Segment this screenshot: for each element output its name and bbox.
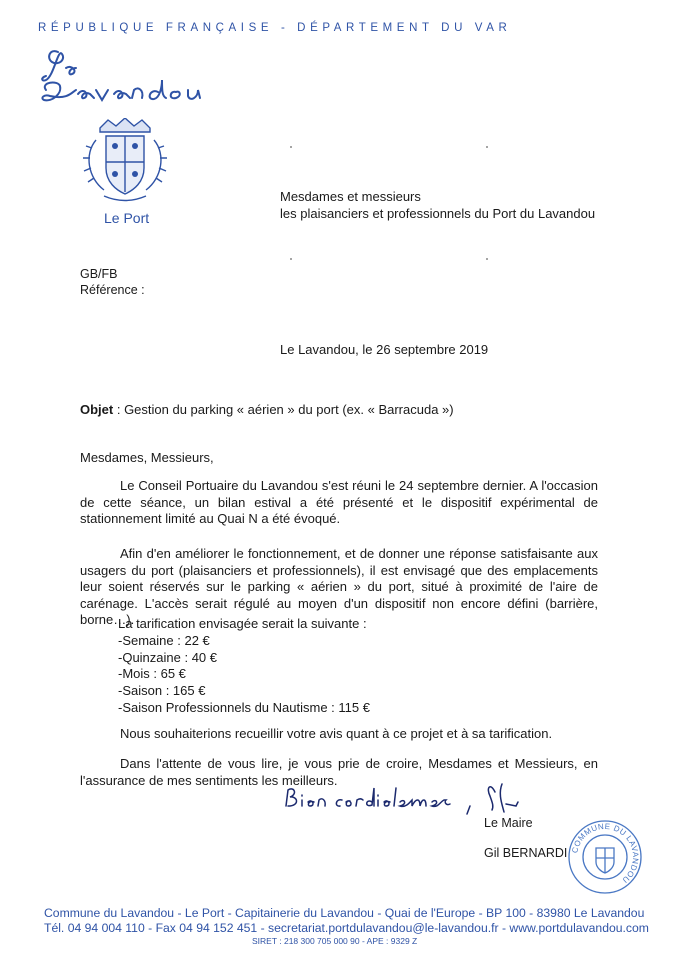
signatory-title: Le Maire bbox=[484, 816, 533, 830]
addressee-line-2: les plaisanciers et professionnels du Port du Lavandou bbox=[280, 206, 596, 221]
reference-block bbox=[80, 266, 145, 298]
subject-label: Objet bbox=[80, 402, 114, 417]
lavandou-logo bbox=[38, 46, 218, 113]
paragraph-3: Nous souhaiterions recueillir votre avis quant à ce projet et à sa tarification. bbox=[120, 726, 553, 741]
tarif-item: -Mois : 65 € bbox=[118, 666, 186, 682]
reference-initials: GB/FB bbox=[80, 267, 118, 281]
subject-line bbox=[80, 402, 454, 417]
footer-siret: SIRET : 218 300 705 000 90 - APE : 9329 Z bbox=[252, 936, 418, 946]
tarif-item: -Semaine : 22 € bbox=[118, 632, 210, 648]
tarif-item: -Saison Professionnels du Nautisme : 115 € bbox=[118, 699, 370, 715]
tarif-item: -Saison : 165 € bbox=[118, 683, 206, 699]
official-stamp bbox=[566, 818, 644, 901]
tarif-item: -Quinzaine : 40 € bbox=[118, 649, 218, 665]
reference-label: Référence : bbox=[80, 283, 145, 297]
scan-dot bbox=[486, 258, 488, 260]
addressee-block bbox=[280, 188, 595, 222]
salutation: Mesdames, Messieurs, bbox=[80, 450, 214, 465]
paragraph-2: Afin d'en améliorer le fonctionnement, et de donner une réponse satisfaisante aux usagers du port (plaisanciers et professionnels), il est envisagé que des emplacements leur soient réservés sur le parking « aérien » du port, situé à proximité de l'aire de carénage. L'accès serait régulé au moyen d'un dispositif non encore défini (barrière, borne…). bbox=[80, 546, 598, 627]
scan-dot bbox=[486, 146, 488, 148]
letter-date: Le Lavandou, le 26 septembre 2019 bbox=[280, 342, 489, 357]
paragraph-1: Le Conseil Portuaire du Lavandou s'est réuni le 24 septembre dernier. A l'occasion de cette séance, un bilan estival a été présenté et le dispositif expérimental de stationnement limité au Quai N a été évoqué. bbox=[80, 478, 598, 526]
port-label: Le Port bbox=[104, 210, 150, 226]
footer-contact: Tél. 04 94 004 110 - Fax 04 94 152 451 - secretariat.portdulavandou@le-lavandou.fr - www.portdulavandou.com bbox=[44, 921, 649, 935]
tarif-intro: La tarification envisagée serait la suivante : bbox=[118, 616, 367, 631]
paragraph-4: Dans l'attente de vous lire, je vous prie de croire, Mesdames et Messieurs, en l'assurance de mes sentiments les meilleurs. bbox=[80, 756, 598, 788]
scan-dot bbox=[290, 258, 292, 260]
subject-text: : Gestion du parking « aérien » du port (ex. « Barracuda ») bbox=[113, 402, 454, 417]
svg-text:COMMUNE DU LAVANDOU: COMMUNE DU LAVANDOU bbox=[570, 821, 641, 885]
scan-dot bbox=[290, 146, 292, 148]
addressee-line-1: Mesdames et messieurs bbox=[280, 189, 421, 204]
header-republique: RÉPUBLIQUE FRANÇAISE - DÉPARTEMENT DU VAR bbox=[38, 22, 512, 34]
crest-emblem bbox=[78, 118, 172, 207]
footer-address: Commune du Lavandou - Le Port - Capitainerie du Lavandou - Quai de l'Europe - BP 100 - 83980 Le Lavandou bbox=[44, 906, 645, 920]
signatory-name: Gil BERNARDI bbox=[484, 846, 568, 860]
tarif-list bbox=[118, 616, 370, 717]
